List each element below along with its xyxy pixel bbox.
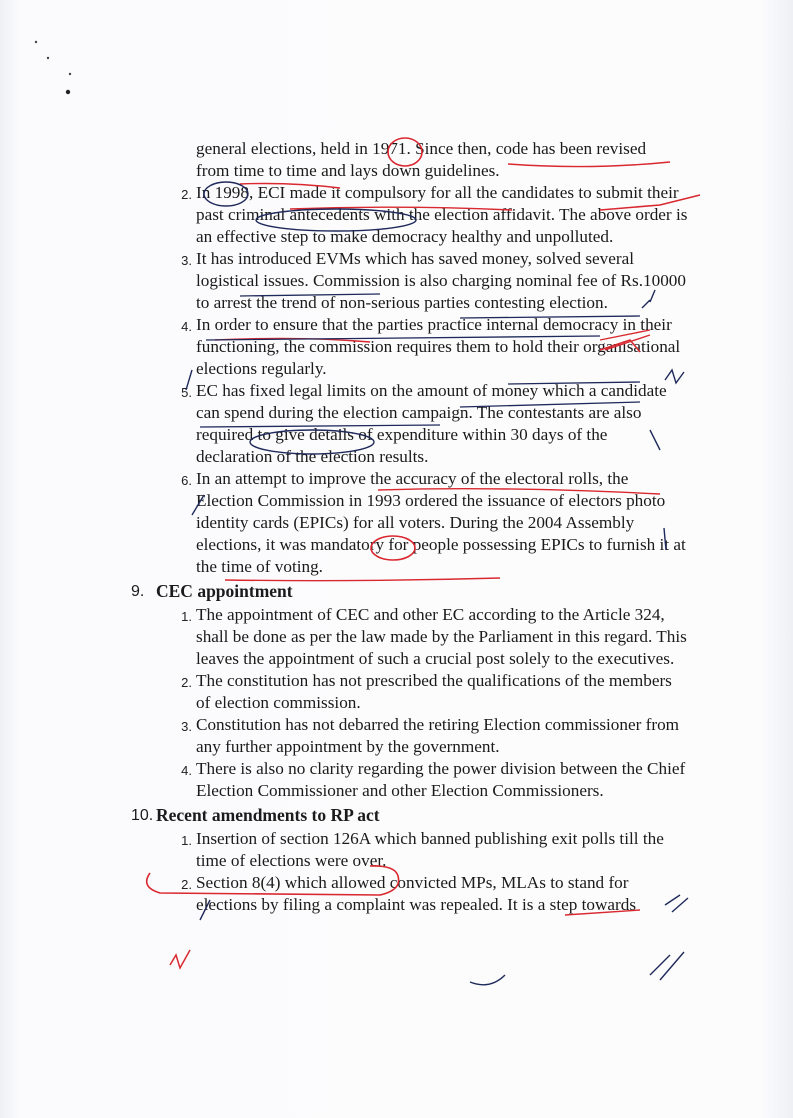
list-item-number: 2. bbox=[181, 877, 192, 892]
list-item-text: In order to ensure that the parties practice internal democracy in their functioning, the commission requires them to hold their organisational elections regularly. bbox=[196, 315, 681, 378]
scan-speck bbox=[69, 73, 71, 75]
section-heading bbox=[131, 580, 793, 602]
list-item-number: 3. bbox=[181, 719, 192, 734]
list-item-number: 4. bbox=[181, 763, 192, 778]
list-item bbox=[181, 248, 688, 314]
list-item-number: 4. bbox=[181, 319, 192, 334]
list-item-text: The appointment of CEC and other EC according to the Article 324, shall be done as per the law made by the Parliament in this regard. This leaves the appointment of such a crucial post solely to the executives. bbox=[196, 605, 687, 668]
scan-speck bbox=[35, 41, 37, 43]
list-item bbox=[181, 314, 688, 380]
red-mark bbox=[170, 950, 190, 968]
list-item-text: In an attempt to improve the accuracy of the electoral rolls, the Election Commission in 1993 ordered the issuance of electors photo identity cards (EPICs) for all voters. During the 2004 Assembly elections, it was mandatory for people possessing EPICs to furnish it at the time of voting. bbox=[196, 469, 686, 576]
intro-line-1: general elections, held in 1971. Since then, code has been revised bbox=[196, 139, 647, 158]
list-item bbox=[181, 604, 688, 670]
list-item bbox=[181, 872, 688, 916]
scan-speck bbox=[47, 57, 49, 59]
list-item-text: Constitution has not debarred the retiring Election commissioner from any further appointment by the government. bbox=[196, 715, 680, 756]
list-item bbox=[181, 828, 688, 872]
pen-tick bbox=[470, 975, 505, 985]
list-item-number: 5. bbox=[181, 385, 192, 400]
intro-paragraph bbox=[196, 138, 686, 182]
list-item-number: 2. bbox=[181, 675, 192, 690]
section-heading bbox=[131, 804, 793, 826]
pen-tick bbox=[650, 952, 684, 980]
list-item-number: 1. bbox=[181, 609, 192, 624]
section-title: Recent amendments to RP act bbox=[156, 805, 380, 825]
scan-speck bbox=[66, 90, 70, 94]
list-item-text: The constitution has not prescribed the qualifications of the members of election commission. bbox=[196, 671, 672, 712]
list-item-text: Insertion of section 126A which banned publishing exit polls till the time of elections were over. bbox=[196, 829, 664, 870]
list-item-text: EC has fixed legal limits on the amount of money which a candidate can spend during the election campaign. The contestants are also required to give details of expenditure within 30 days of the declaration of the election results. bbox=[196, 381, 667, 466]
list-item bbox=[181, 468, 688, 578]
section-number: 9. bbox=[131, 583, 145, 600]
list-item-text: It has introduced EVMs which has saved money, solved several logistical issues. Commission is also charging nominal fee of Rs.10000 to arrest the trend of non-serious parties contesting election. bbox=[196, 249, 686, 312]
list-item bbox=[181, 714, 688, 758]
list-item bbox=[181, 758, 688, 802]
list-item-text: In 1998, ECI made it compulsory for all the candidates to submit their past criminal antecedents with the election affidavit. The above order is an effective step to make democracy healthy and unpolluted. bbox=[196, 183, 688, 246]
list-item bbox=[181, 670, 688, 714]
page-content bbox=[0, 138, 793, 916]
section-title: CEC appointment bbox=[156, 581, 293, 601]
list-item bbox=[181, 380, 688, 468]
list-item-text: Section 8(4) which allowed convicted MPs, MLAs to stand for elections by filing a complaint was repealed. It is a step towards bbox=[196, 873, 637, 914]
list-item bbox=[181, 182, 688, 248]
list-item-text: There is also no clarity regarding the power division between the Chief Election Commissioner and other Election Commissioners. bbox=[196, 759, 686, 800]
list-item-number: 1. bbox=[181, 833, 192, 848]
list-item-number: 3. bbox=[181, 253, 192, 268]
intro-line-2: from time to time and lays down guidelines. bbox=[196, 161, 500, 180]
list-item-number: 2. bbox=[181, 187, 192, 202]
section-number: 10. bbox=[131, 807, 154, 824]
list-item-number: 6. bbox=[181, 473, 192, 488]
